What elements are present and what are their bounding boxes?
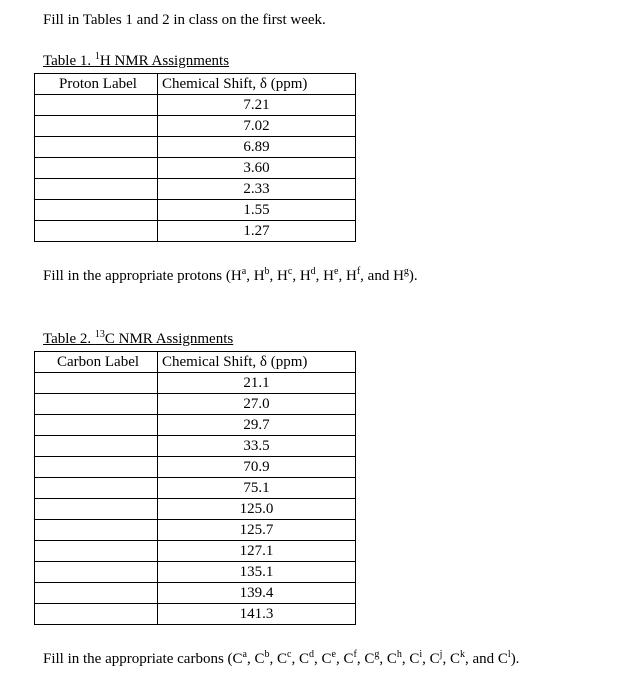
table-row bbox=[35, 158, 356, 179]
label-cell[interactable] bbox=[35, 95, 158, 116]
table1-body bbox=[35, 95, 356, 242]
atom-label-sup: j bbox=[439, 649, 443, 660]
table2-header-shift: Chemical Shift, δ (ppm) bbox=[158, 352, 356, 373]
table2-header-row bbox=[35, 352, 356, 373]
shift-cell: 7.21 bbox=[158, 95, 356, 116]
table-row bbox=[35, 583, 356, 604]
atom-label-sup: a bbox=[241, 266, 247, 277]
table2-caption-prefix: Table 2. bbox=[43, 331, 95, 347]
atom-letter: C bbox=[497, 651, 508, 667]
table-row bbox=[35, 499, 356, 520]
atom-letter: C bbox=[429, 651, 440, 667]
table1-caption-sup: 1 bbox=[94, 51, 100, 62]
label-cell[interactable] bbox=[35, 200, 158, 221]
note-prefix: Fill in the appropriate carbons ( bbox=[43, 651, 233, 667]
atom-letter: C bbox=[298, 651, 309, 667]
label-cell[interactable] bbox=[35, 137, 158, 158]
atom-label-sup: b bbox=[264, 649, 270, 660]
note-suffix: ). bbox=[510, 651, 520, 667]
atom-label-sup: c bbox=[287, 266, 293, 277]
table-row bbox=[35, 394, 356, 415]
label-cell[interactable] bbox=[35, 478, 158, 499]
atom-label-sup: i bbox=[419, 649, 423, 660]
atom-letter: C bbox=[364, 651, 375, 667]
table-row bbox=[35, 604, 356, 625]
label-cell[interactable] bbox=[35, 499, 158, 520]
note-suffix: ). bbox=[408, 268, 418, 284]
shift-cell: 3.60 bbox=[158, 158, 356, 179]
atom-label-sup: h bbox=[396, 649, 402, 660]
label-cell[interactable] bbox=[35, 520, 158, 541]
table1-header-shift: Chemical Shift, δ (ppm) bbox=[158, 74, 356, 95]
atom-letter: H bbox=[277, 268, 288, 284]
atom-letter: H bbox=[323, 268, 335, 284]
label-cell[interactable] bbox=[35, 394, 158, 415]
table2-caption-sup: 13 bbox=[94, 329, 105, 340]
table1-caption bbox=[43, 53, 229, 70]
table-row bbox=[35, 415, 356, 436]
label-cell[interactable] bbox=[35, 562, 158, 583]
table1-caption-rest: H NMR Assignments bbox=[99, 53, 230, 69]
shift-cell: 21.1 bbox=[158, 373, 356, 394]
shift-cell: 135.1 bbox=[158, 562, 356, 583]
shift-cell: 6.89 bbox=[158, 137, 356, 158]
table-row bbox=[35, 221, 356, 242]
table-row bbox=[35, 200, 356, 221]
atom-label-sup: d bbox=[309, 649, 314, 660]
atom-label-sup: c bbox=[287, 649, 292, 660]
table-row bbox=[35, 373, 356, 394]
shift-cell: 27.0 bbox=[158, 394, 356, 415]
table-row bbox=[35, 137, 356, 158]
atom-label-sup: k bbox=[459, 649, 465, 660]
atom-letter: C bbox=[277, 651, 288, 667]
label-cell[interactable] bbox=[35, 604, 158, 625]
atom-label-sup: a bbox=[242, 649, 247, 660]
atom-letter: C bbox=[232, 651, 243, 667]
label-cell[interactable] bbox=[35, 158, 158, 179]
shift-cell: 2.33 bbox=[158, 179, 356, 200]
label-cell[interactable] bbox=[35, 583, 158, 604]
atom-letter: H bbox=[230, 268, 242, 284]
table1-header-label: Proton Label bbox=[35, 74, 158, 95]
atom-letter: H bbox=[345, 268, 357, 284]
atom-label-sup: g bbox=[374, 649, 380, 660]
table2-body bbox=[35, 373, 356, 625]
label-cell[interactable] bbox=[35, 116, 158, 137]
atom-letter: C bbox=[409, 651, 420, 667]
table-row bbox=[35, 478, 356, 499]
atom-letter: C bbox=[254, 651, 265, 667]
shift-cell: 1.55 bbox=[158, 200, 356, 221]
shift-cell: 1.27 bbox=[158, 221, 356, 242]
table-row bbox=[35, 520, 356, 541]
shift-cell: 125.0 bbox=[158, 499, 356, 520]
table1-caption-prefix: Table 1. bbox=[43, 53, 95, 69]
shift-cell: 75.1 bbox=[158, 478, 356, 499]
label-cell[interactable] bbox=[35, 541, 158, 562]
shift-cell: 29.7 bbox=[158, 415, 356, 436]
table2-caption-text bbox=[43, 331, 233, 347]
shift-cell: 139.4 bbox=[158, 583, 356, 604]
atom-letter: C bbox=[449, 651, 460, 667]
table1-caption-text bbox=[43, 53, 229, 69]
atom-label-sup: d bbox=[310, 266, 316, 277]
atom-label-sup: g bbox=[403, 266, 409, 277]
table2-caption-rest: C NMR Assignments bbox=[104, 331, 234, 347]
shift-cell: 7.02 bbox=[158, 116, 356, 137]
table2-header-label: Carbon Label bbox=[35, 352, 158, 373]
atom-letter: C bbox=[386, 651, 397, 667]
shift-cell: 125.7 bbox=[158, 520, 356, 541]
note-protons: Fill in the appropriate protons ($H^a$, $H^b$, $H^c$, $H^d$, $H^e$, $H^f$, and $H^g$). bbox=[43, 266, 418, 284]
atom-letter: H bbox=[393, 268, 404, 284]
table-row bbox=[35, 179, 356, 200]
label-cell[interactable] bbox=[35, 179, 158, 200]
shift-cell: 127.1 bbox=[158, 541, 356, 562]
table-row bbox=[35, 562, 356, 583]
shift-cell: 33.5 bbox=[158, 436, 356, 457]
atom-letter: C bbox=[343, 651, 354, 667]
table-row bbox=[35, 116, 356, 137]
table-row bbox=[35, 95, 356, 116]
table2-caption bbox=[43, 331, 233, 348]
label-cell[interactable] bbox=[35, 457, 158, 478]
atom-label-sup: f bbox=[356, 266, 361, 277]
atom-label-sup: l bbox=[507, 649, 511, 660]
note-prefix: Fill in the appropriate protons ( bbox=[43, 268, 231, 284]
table-row bbox=[35, 457, 356, 478]
table1 bbox=[34, 73, 356, 242]
atom-letter: C bbox=[321, 651, 332, 667]
label-cell[interactable] bbox=[35, 436, 158, 457]
shift-cell: 141.3 bbox=[158, 604, 356, 625]
atom-letter: H bbox=[299, 268, 311, 284]
label-cell[interactable] bbox=[35, 415, 158, 436]
table-row bbox=[35, 436, 356, 457]
atom-label-sup: e bbox=[331, 649, 336, 660]
intro-text: Fill in Tables 1 and 2 in class on the first week. bbox=[43, 12, 326, 28]
atom-label-sup: e bbox=[334, 266, 339, 277]
shift-cell: 70.9 bbox=[158, 457, 356, 478]
atom-label-sup: f bbox=[353, 649, 357, 660]
table1-header-row bbox=[35, 74, 356, 95]
label-cell[interactable] bbox=[35, 221, 158, 242]
table2 bbox=[34, 351, 356, 625]
atom-label-sup: b bbox=[264, 266, 270, 277]
table-row bbox=[35, 541, 356, 562]
label-cell[interactable] bbox=[35, 373, 158, 394]
atom-letter: H bbox=[253, 268, 265, 284]
note-carbons: Fill in the appropriate carbons ($C^a$, $C^b$, $C^c$, $C^d$, Ce, $C^f$, $C^g$, $C^h$, $C^i$, $C^j$, $C^k$, and $C^l$). bbox=[43, 649, 520, 667]
